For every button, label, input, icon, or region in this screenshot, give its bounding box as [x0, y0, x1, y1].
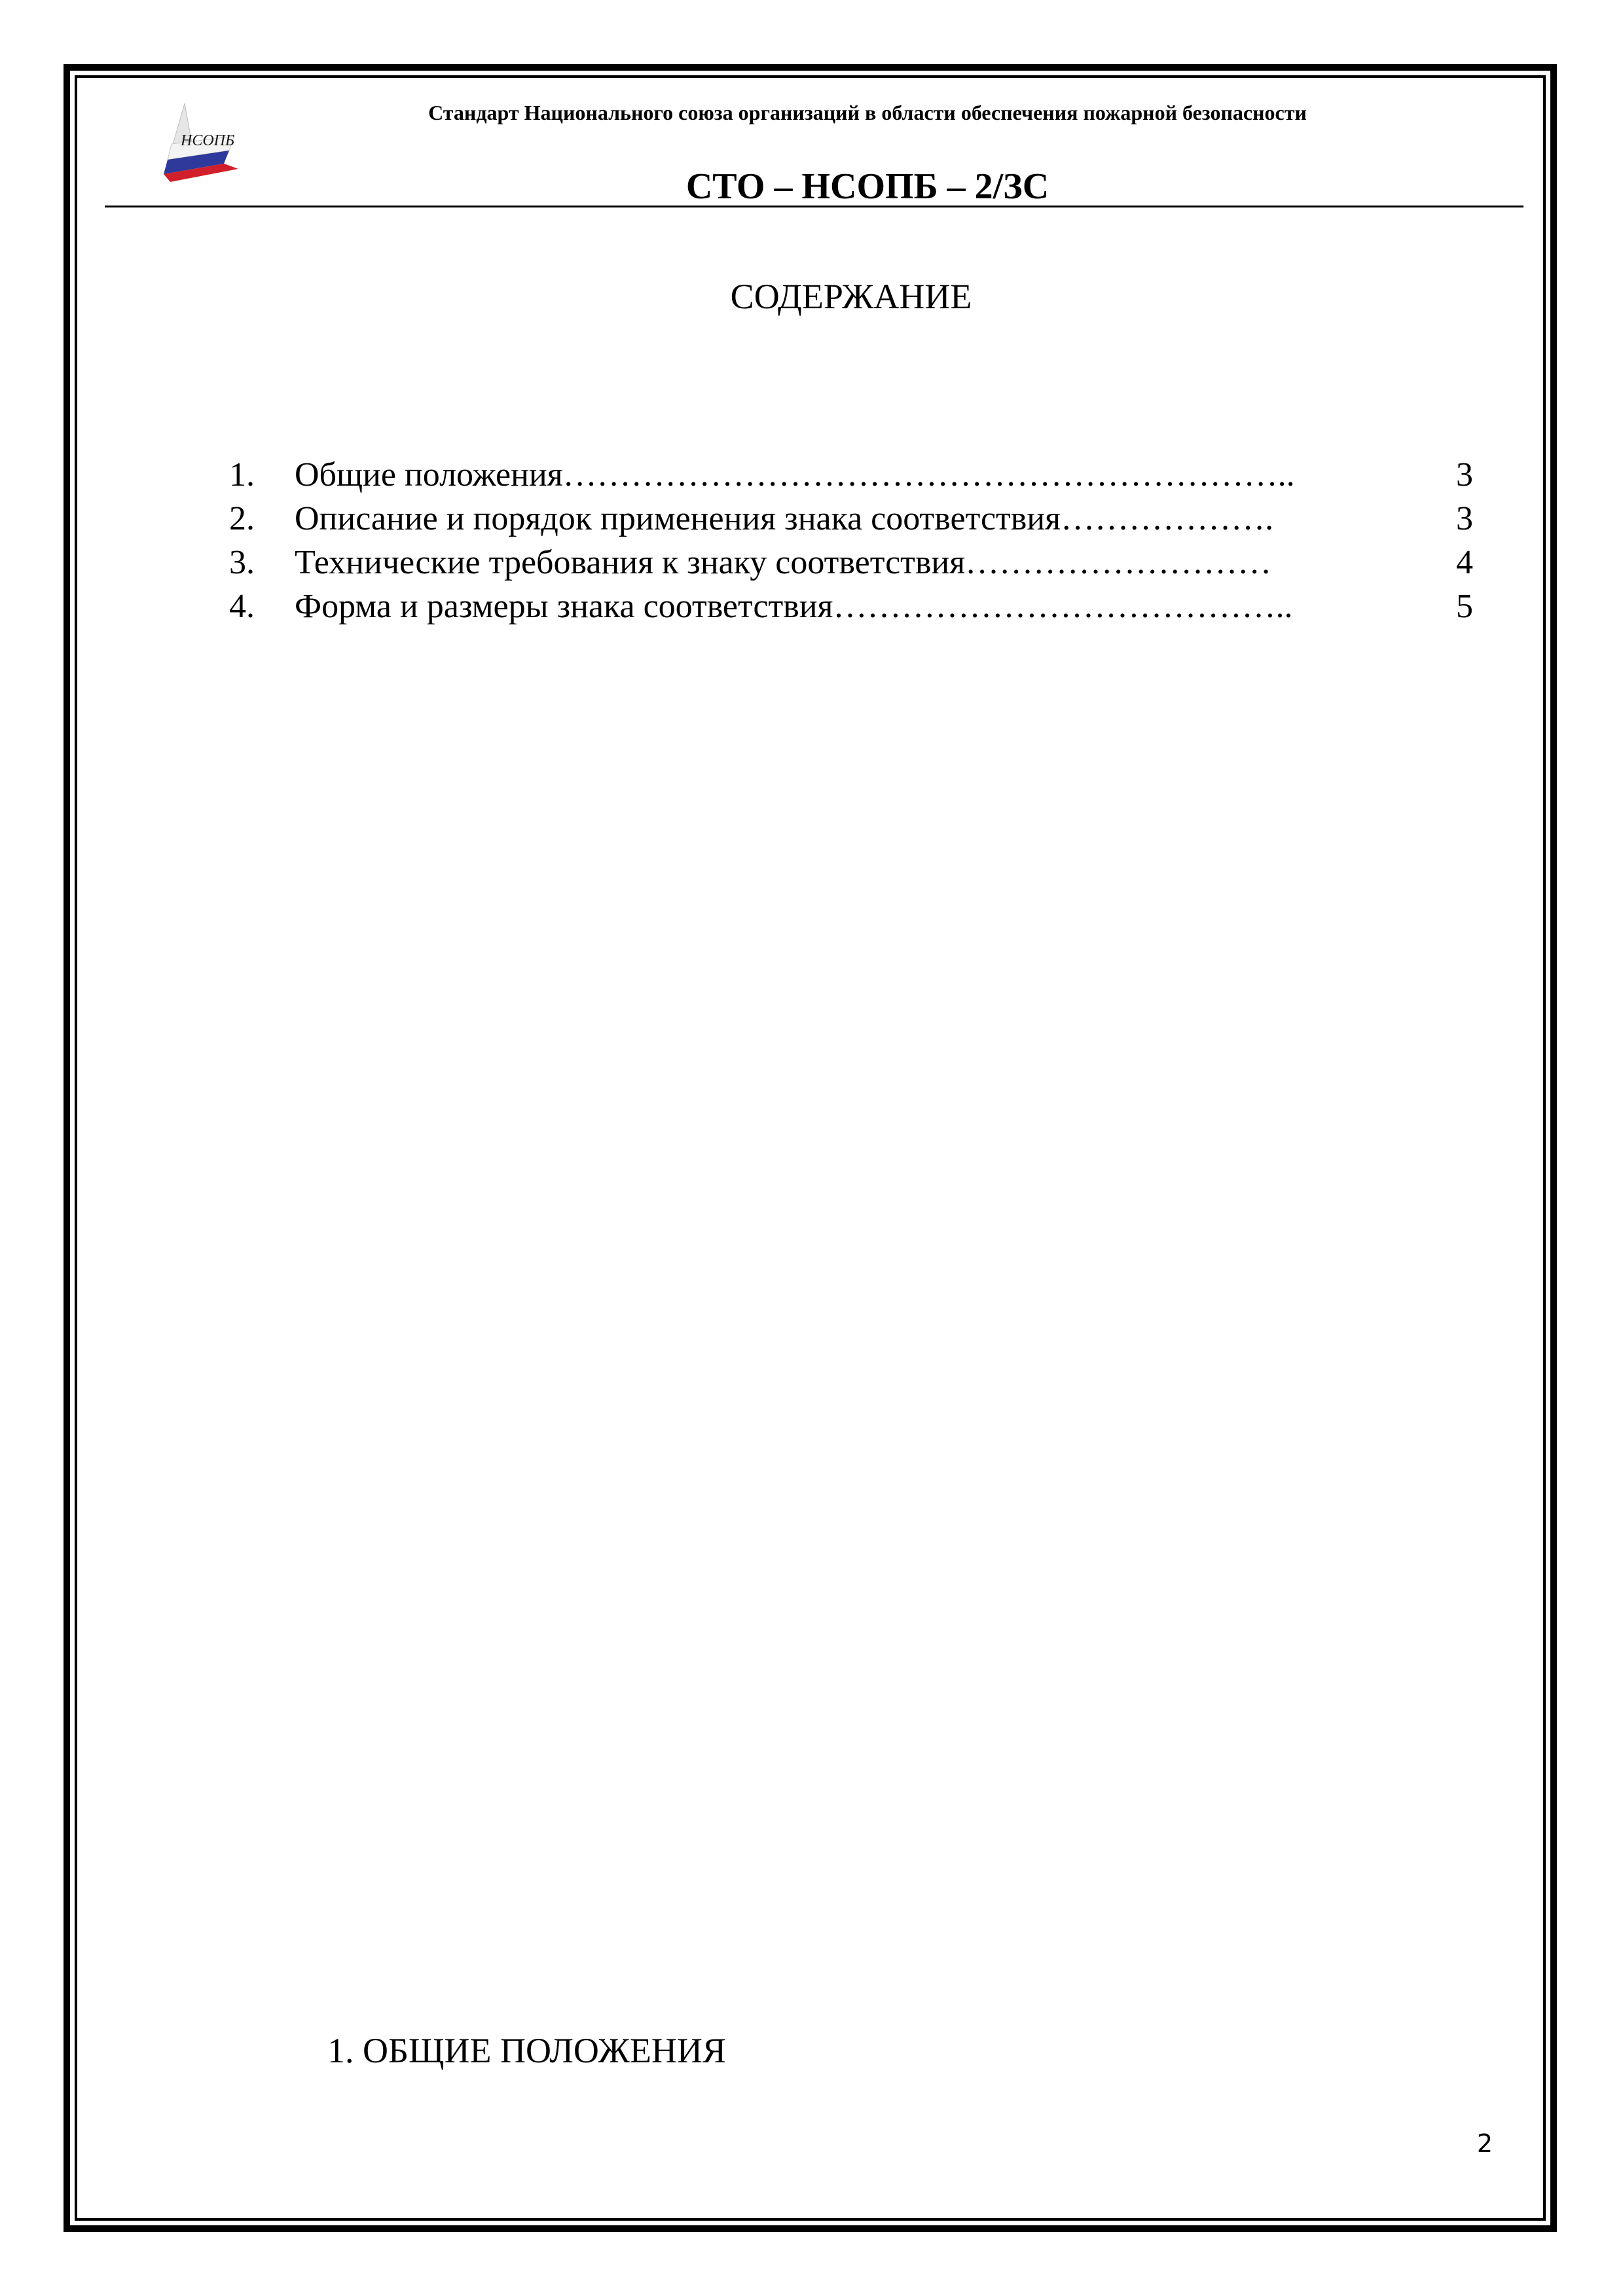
toc-item[interactable] — [229, 584, 1473, 628]
toc-item-page: 3 — [1456, 500, 1473, 537]
toc-item-text: Описание и порядок применения знака соответствия………………. — [295, 500, 1274, 537]
toc-item-page: 3 — [1456, 456, 1473, 493]
toc-item-number: 2. — [229, 500, 255, 537]
toc-item-number: 3. — [229, 544, 255, 581]
toc-item[interactable] — [229, 497, 1473, 541]
toc-item-text: Общие положения……………………………………………………….. — [295, 456, 1295, 493]
page-number: 2 — [1476, 2129, 1493, 2158]
document-code: СТО – НСОПБ – 2/ЗС — [685, 166, 1049, 207]
table-of-contents — [229, 453, 1473, 628]
toc-item[interactable] — [229, 541, 1473, 584]
toc-title: СОДЕРЖАНИЕ — [730, 277, 972, 316]
header-divider — [105, 206, 1523, 207]
section-heading: 1. ОБЩИЕ ПОЛОЖЕНИЯ — [327, 2031, 726, 2070]
organization-title: Стандарт Национального союза организаций в области обеспечения пожарной безопасности — [428, 101, 1307, 124]
nsopb-logo-icon — [157, 98, 249, 190]
logo-text: НСОПБ — [181, 132, 235, 149]
toc-item-text: Технические требования к знаку соответствия……………………… — [295, 544, 1272, 581]
toc-item-number: 4. — [229, 588, 255, 625]
toc-item-page: 4 — [1456, 544, 1473, 581]
toc-item[interactable] — [229, 453, 1473, 497]
nsopb-logo — [157, 98, 249, 190]
toc-item-text: Форма и размеры знака соответствия………………………………….. — [295, 588, 1293, 625]
toc-item-page: 5 — [1456, 588, 1473, 625]
toc-item-number: 1. — [229, 456, 255, 493]
page-frame-inner — [75, 75, 1546, 2221]
